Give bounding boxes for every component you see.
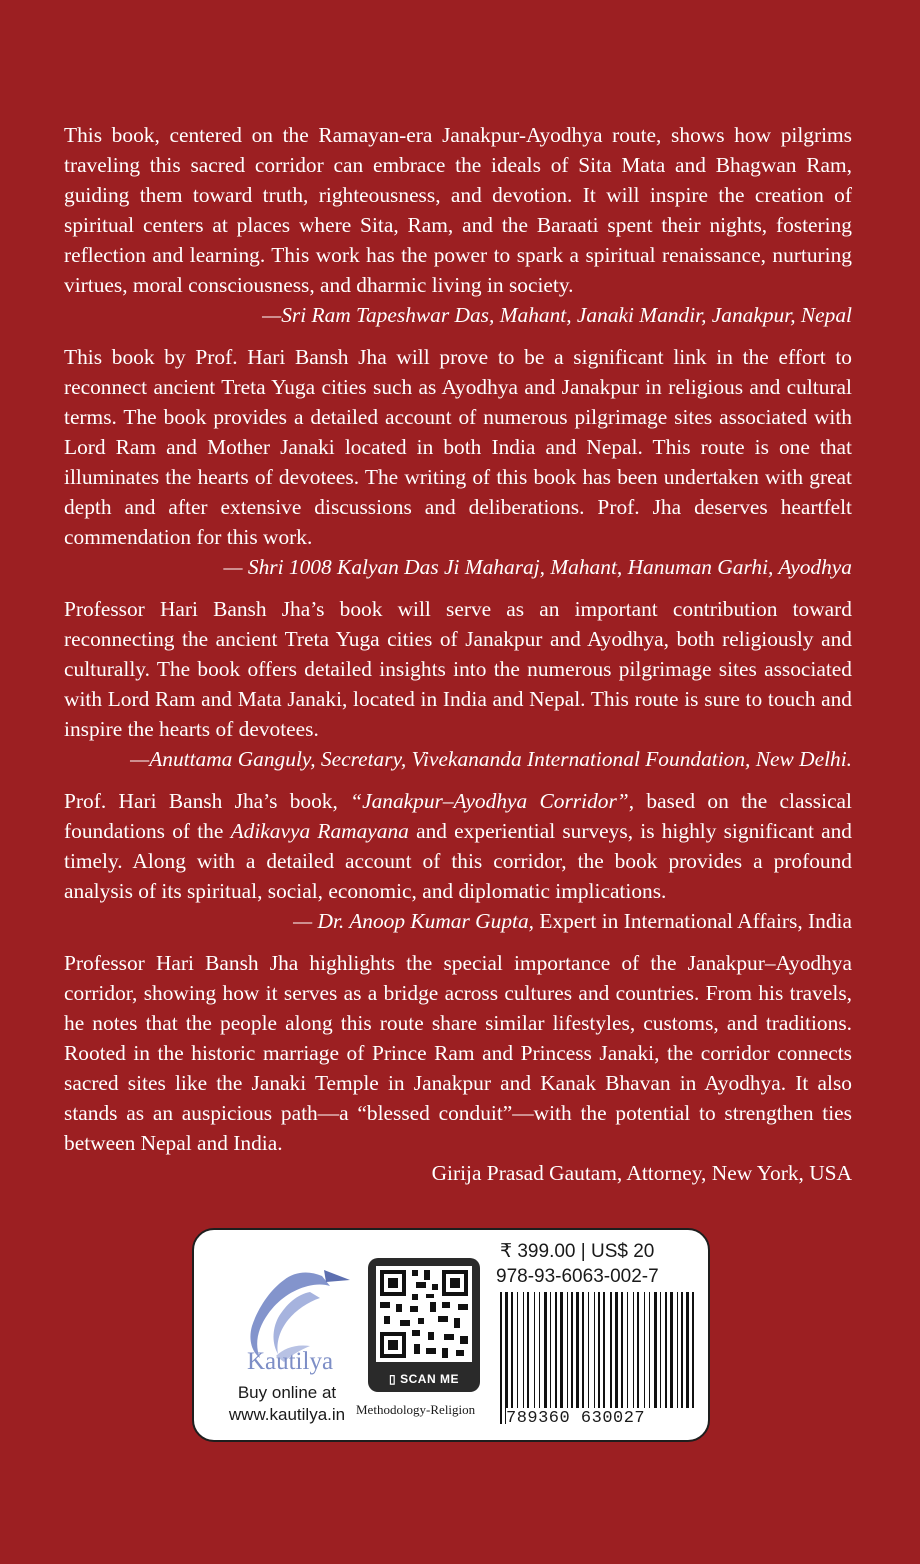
- attribution-name: — Dr. Anoop Kumar Gupta,: [293, 909, 534, 933]
- source-title: Adikavya Ramayana: [230, 819, 409, 843]
- endorsement-attribution: —Anuttama Ganguly, Secretary, Vivekananda International Foundation, New Delhi.: [130, 747, 852, 771]
- publisher-url[interactable]: www.kautilya.in: [228, 1405, 346, 1424]
- scan-me-text: SCAN ME: [400, 1372, 459, 1386]
- isbn-text: 978-93-6063-002-7: [496, 1266, 659, 1287]
- qr-code-icon: [376, 1266, 472, 1362]
- attribution-role: Expert in International Affairs, India: [534, 909, 852, 933]
- buy-line: Buy online at: [237, 1383, 337, 1402]
- publisher-brand: Kautilya: [246, 1348, 334, 1375]
- endorsement-text-part: and experiential surveys, is highly significant and timely. Along with a detailed account of this corridor, the book provides a profound analysis of its spiritual, social, economic, and diplomatic implications.: [64, 819, 853, 903]
- barcode-number: 789360 630027: [506, 1408, 702, 1430]
- scan-me-label: [368, 1372, 480, 1386]
- endorsement-attribution: [64, 906, 852, 936]
- endorsement-text-part: , based on the classical foundations of the: [64, 789, 852, 843]
- endorsement-attribution: — Shri 1008 Kalyan Das Ji Maharaj, Mahant, Hanuman Garhi, Ayodhya: [223, 555, 852, 579]
- book-category: Methodology-Religion: [356, 1402, 476, 1417]
- phone-icon: ▯: [389, 1372, 397, 1386]
- endorsement-text: Professor Hari Bansh Jha highlights the special importance of the Janakpur–Ayodhya corridor, showing how it serves as a bridge across cultures and countries. From his travels, he notes that the people along this route share similar lifestyles, customs, and traditions. Rooted in the historic marriage of Prince Ram and Princess Janaki, the corridor connects sacred sites like the Janaki Temple in Janakpur and Kanak Bhavan in Ayodhya. It also stands as an auspicious path—a “blessed conduit”—with the potential to strengthen ties between Nepal and India.: [64, 951, 852, 1155]
- endorsement-text: This book by Prof. Hari Bansh Jha will prove to be a significant link in the effort to reconnect ancient Treta Yuga cities such as Ayodhya and Janakpur in religious and cultural terms. The book provides a detailed account of numerous pilgrimage sites associated with Lord Ram and Mother Janaki located in both India and Nepal. This route is one that illuminates the hearts of devotees. The writing of this book has been undertaken with great depth and after extensive discussions and deliberations. Prof. Jha deserves heartfelt commendation for this work.: [64, 345, 852, 549]
- endorsement-text-part: Prof. Hari Bansh Jha’s book,: [64, 789, 351, 813]
- book-title: “Janakpur–Ayodhya Corridor”: [350, 789, 629, 813]
- qr-code-box[interactable]: [368, 1258, 480, 1392]
- endorsement-attribution: Girija Prasad Gautam, Attorney, New York, USA: [431, 1161, 852, 1185]
- endorsement-text: This book, centered on the Ramayan-era Janakpur-Ayodhya route, shows how pilgrims traveling this sacred corridor can embrace the ideals of Sita Mata and Bhagwan Ram, guiding them toward truth, righteousness, and devotion. It will inspire the creation of spiritual centers at places where Sita, Ram, and the Baraati spent their nights, fostering reflection and learning. This work has the power to spark a spiritual renaissance, nurturing virtues, moral consciousness, and dharmic living in society.: [64, 123, 852, 297]
- endorsement-text: Professor Hari Bansh Jha’s book will serve as an important contribution toward reconnecting the ancient Treta Yuga cities of Janakpur and Ayodhya, both religiously and culturally. The book offers detailed insights into the numerous pilgrimage sites associated with Lord Ram and Mata Janaki, located in India and Nepal. This route is sure to touch and inspire the hearts of devotees.: [64, 597, 852, 741]
- endorsement-text: [64, 786, 852, 906]
- endorsement-attribution: —Sri Ram Tapeshwar Das, Mahant, Janaki Mandir, Janakpur, Nepal: [262, 303, 852, 327]
- publisher-panel: [192, 1228, 710, 1442]
- endorsements-section: [64, 120, 852, 1200]
- buy-online-text: [212, 1382, 362, 1426]
- price-text: ₹ 399.00 | US$ 20: [500, 1241, 655, 1262]
